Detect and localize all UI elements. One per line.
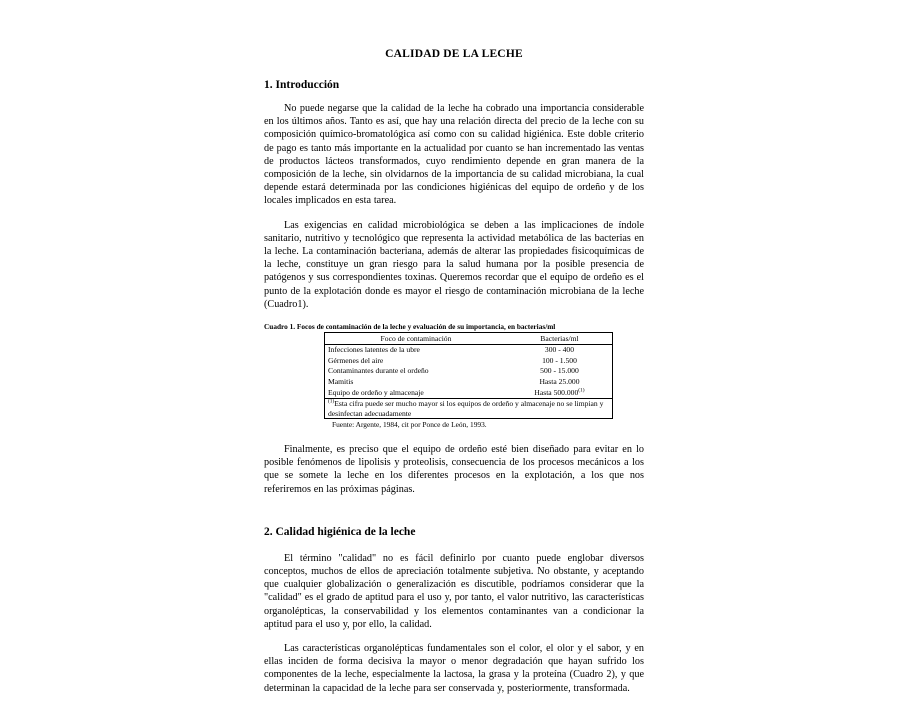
table-row bbox=[325, 366, 613, 377]
cell-focus: Gérmenes del aire bbox=[328, 355, 384, 365]
footnote-reference-marker: (1) bbox=[578, 386, 585, 393]
table-caption: Cuadro 1. Focos de contaminación de la leche y evaluación de su importancia, en bacterias/ml bbox=[264, 322, 556, 332]
table-source: Fuente: Argente, 1984, cit por Ponce de León, 1993. bbox=[332, 420, 487, 430]
document-content bbox=[264, 48, 644, 695]
contamination-table bbox=[324, 332, 613, 419]
paragraph: Las exigencias en calidad microbiológica se deben a las implicaciones de índole sanitario, nutritivo y tecnológico que representa la actividad metabólica de las bacterias en la leche. La contaminación bacteriana, además de alterar las propiedades fisicoquímicas de la leche, constituye un gran riesgo para la salud humana por la posible presencia de patógenos y sus correspondientes toxinas. Queremos recordar que el equipo de ordeño es el punto de la explotación donde es mayor el riesgo de contaminación microbiana de la leche (Cuadro1). bbox=[264, 219, 644, 310]
paragraph: El término "calidad" no es fácil definirlo por cuanto puede englobar diversos conceptos, muchos de ellos de apreciación totalmente subjetiva. No obstante, y aceptando que cualquier globalización o generalización es discutible, podríamos considerar que la "calidad" es el grado de aptitud para el uso y, por tanto, el valor nutritivo, las características organolépticas, la conservabilidad y los elementos contaminantes van a condicionar la aptitud para el uso y, por ello, la calidad. bbox=[264, 552, 644, 630]
cell-count-value: Hasta 500.000 bbox=[534, 387, 579, 397]
cell-count: Hasta 25.000 bbox=[539, 376, 580, 386]
table-row bbox=[325, 344, 613, 355]
cell-focus: Equipo de ordeño y almacenaje bbox=[325, 387, 507, 398]
table-row bbox=[325, 355, 613, 366]
cell-count: 300 - 400 bbox=[544, 345, 575, 355]
section-heading-introduccion: 1. Introducción bbox=[264, 79, 340, 91]
cell-focus: Infecciones latentes de la ubre bbox=[328, 345, 420, 355]
cell-focus: Mamitis bbox=[328, 376, 354, 386]
cell-count: 100 - 1.500 bbox=[542, 355, 577, 365]
page-title: CALIDAD DE LA LECHE bbox=[385, 48, 523, 60]
footnote-marker: (1) bbox=[328, 398, 335, 405]
cell-focus: Contaminantes durante el ordeño bbox=[328, 366, 429, 376]
column-header-count: Bacterias/ml bbox=[507, 333, 613, 345]
paragraph: Las características organolépticas fundamentales son el color, el olor y el sabor, y en ellas inciden de forma decisiva la mayor o menor degradación que hayan sufrido los componentes de la leche, especialmente la lactosa, la grasa y la proteína (Cuadro 2), y que determinan la capacidad de la leche para ser conservada y, posteriormente, transformada. bbox=[264, 642, 644, 694]
table-row bbox=[325, 376, 613, 387]
table-row bbox=[325, 387, 613, 398]
paragraph: Finalmente, es preciso que el equipo de ordeño esté bien diseñado para evitar en lo posible fenómenos de lipolisis y proteolisis, consecuencia de los procesos mecánicos a los que se somete la leche en los diferentes procesos en la explotación, a los que nos referiremos en las próximas páginas. bbox=[264, 443, 644, 495]
cell-footnote bbox=[325, 398, 613, 419]
contamination-table-wrapper bbox=[324, 332, 613, 419]
footnote-text: Esta cifra puede ser mucho mayor si los equipos de ordeño y almacenaje no se limpian y desinfectan adecuadamente bbox=[328, 399, 604, 418]
cell-count: 500 - 15.000 bbox=[540, 366, 579, 376]
table-header-row bbox=[325, 333, 613, 345]
cell-count bbox=[507, 387, 613, 398]
table-footnote-row bbox=[325, 398, 613, 419]
document-page bbox=[205, 0, 701, 719]
column-header-focus: Foco de contaminación bbox=[325, 333, 507, 345]
paragraph: No puede negarse que la calidad de la leche ha cobrado una importancia considerable en los últimos años. Tanto es así, que hay una relación directa del precio de la leche con su composición químico-bromatológica así como con su calidad higiénica. Este doble criterio de pago es tanto más importante en la actualidad por cuanto se han incrementado las ventas de productos lácteos transformados, cuyo rendimiento depende en gran manera de la composición de la leche, sin olvidarnos de la importancia de su calidad microbiana, la cual depende estará determinada por las condiciones higiénicas del equipo de ordeño y de los locales implicados en esta tarea. bbox=[264, 103, 644, 207]
section-heading-calidad-higienica: 2. Calidad higiénica de la leche bbox=[264, 525, 416, 538]
